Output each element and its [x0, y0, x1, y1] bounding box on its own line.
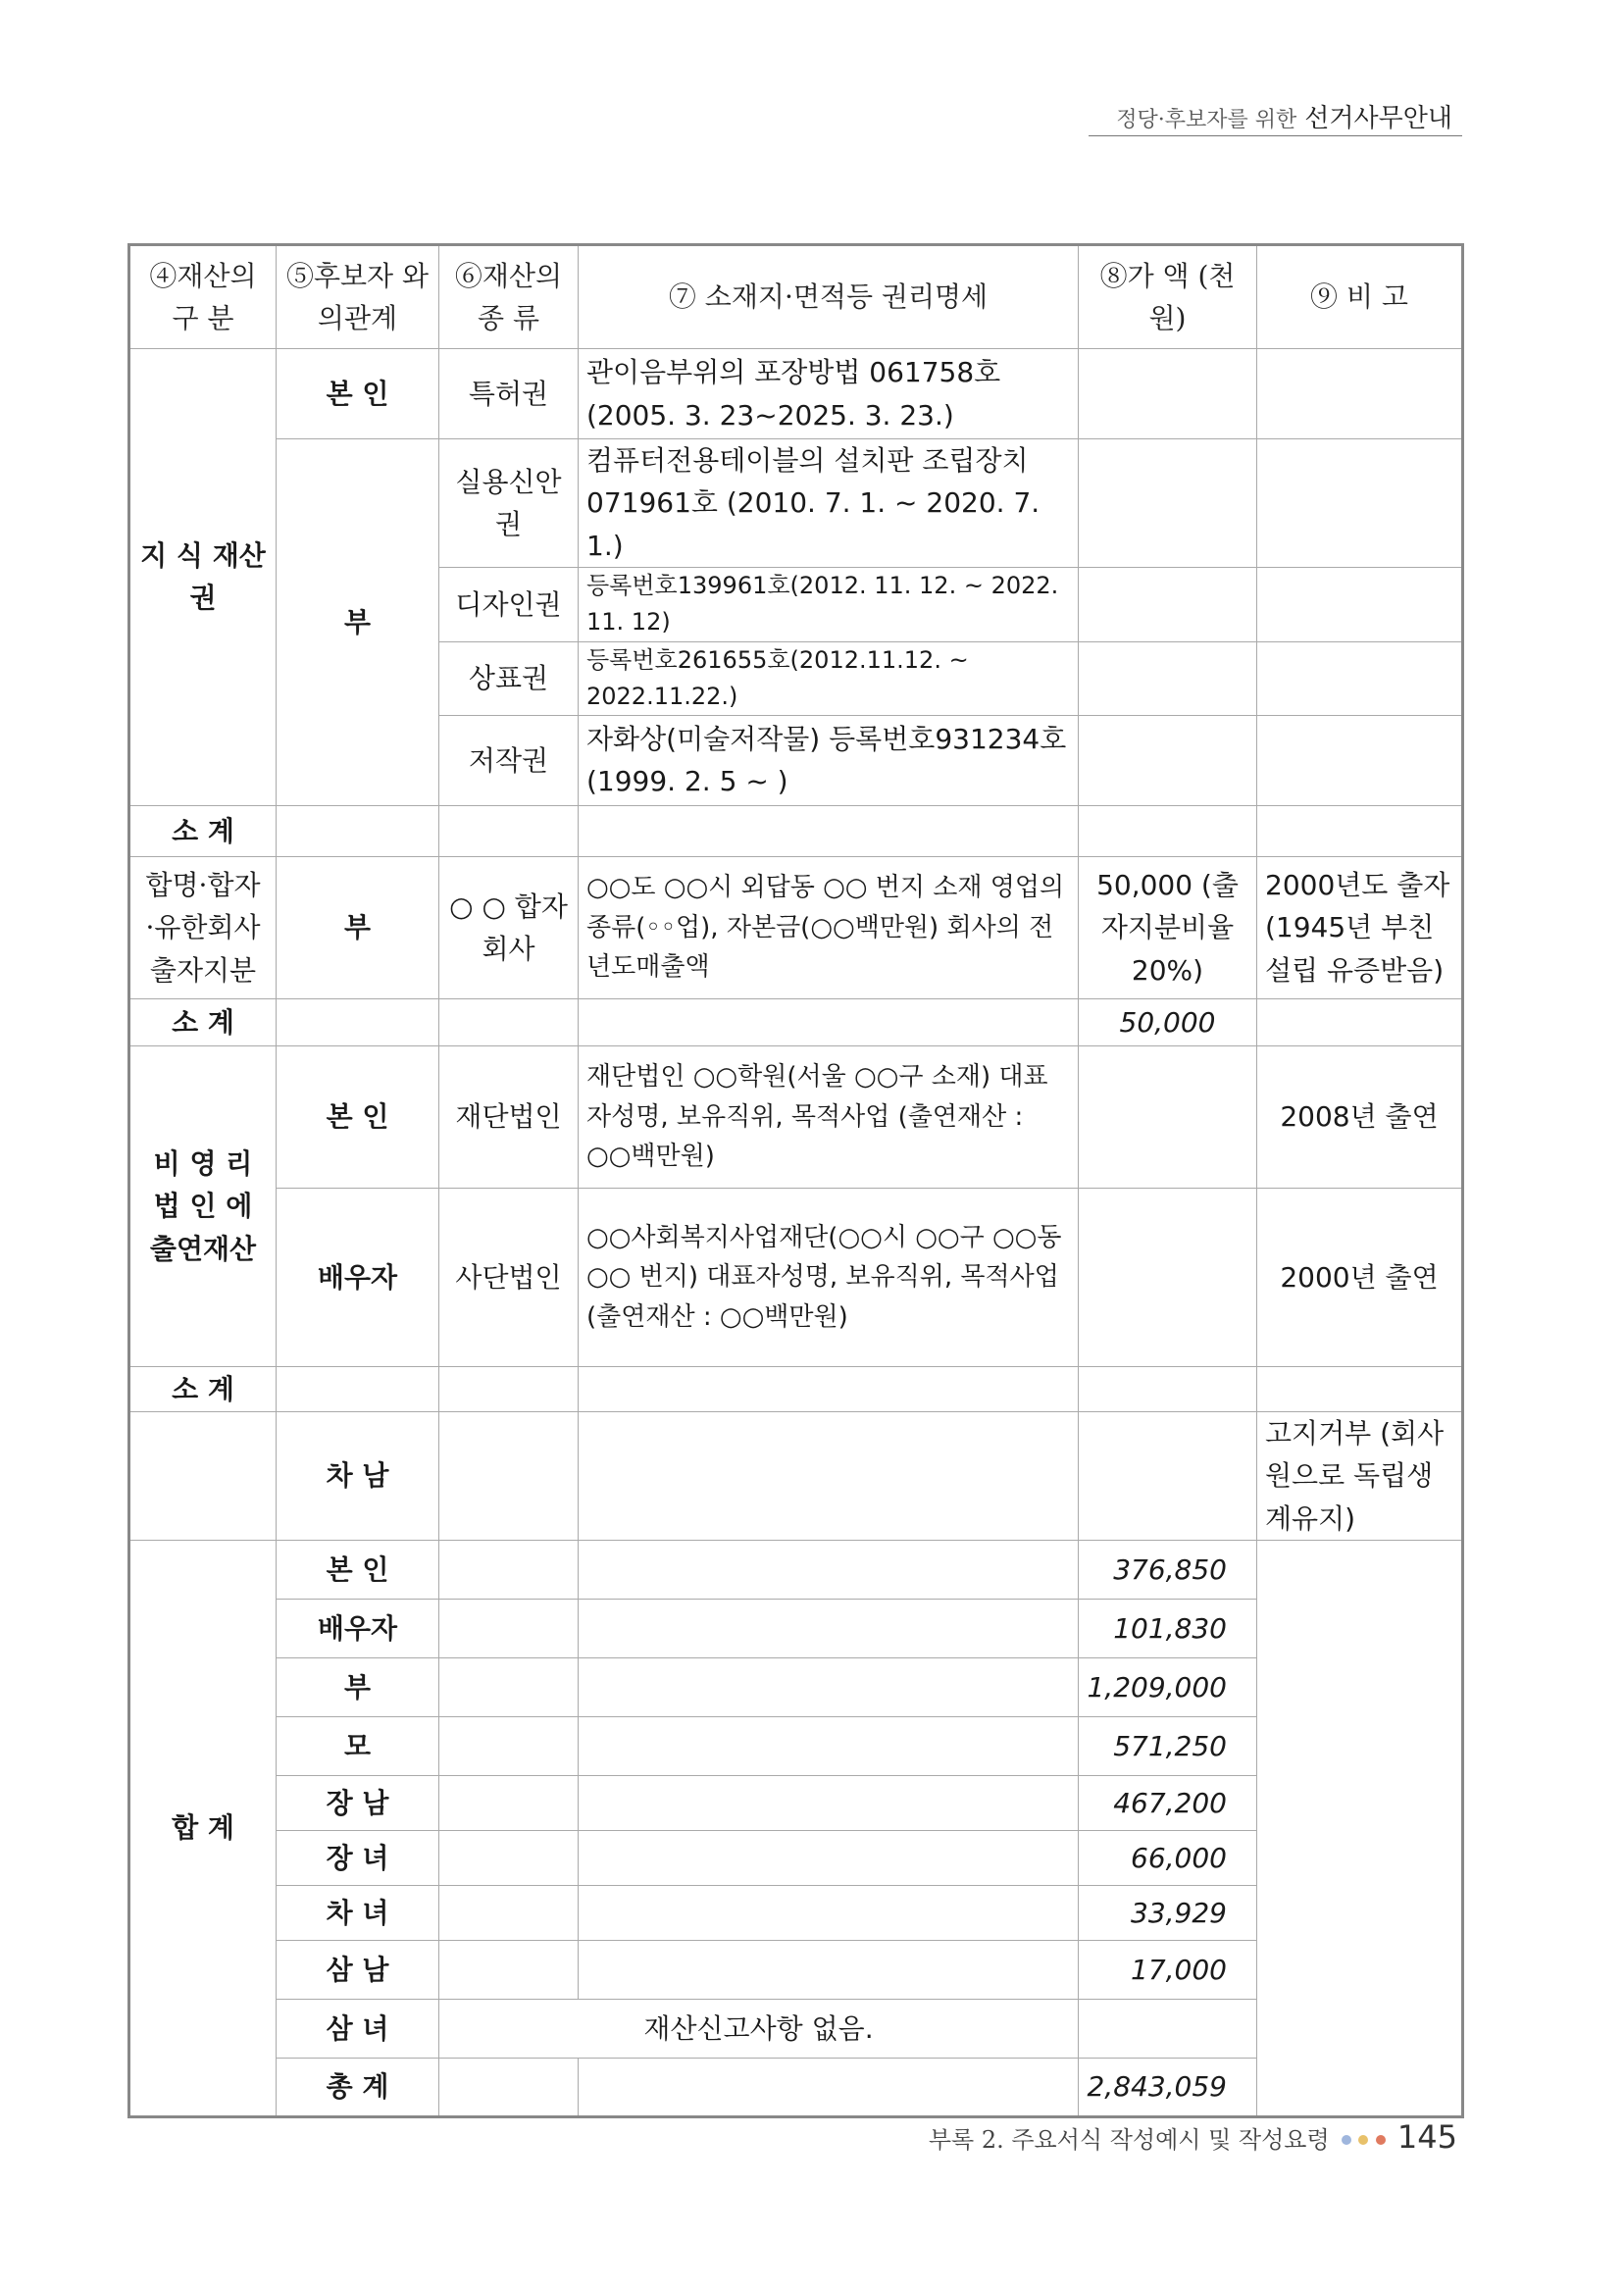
footer-dot: [1376, 2135, 1386, 2145]
value-cell: [1079, 439, 1257, 568]
subtotal-row: [129, 998, 1463, 1045]
relation-cell: 본 인: [277, 349, 439, 439]
value-cell: 376,850: [1079, 1541, 1257, 1600]
table-row: [129, 1411, 1463, 1540]
kind-cell: 특허권: [439, 349, 579, 439]
note-cell: [1257, 1541, 1463, 2117]
value-cell: 101,830: [1079, 1600, 1257, 1658]
note-cell: 2008년 출연: [1257, 1045, 1463, 1188]
value-cell: 2,843,059: [1079, 2059, 1257, 2117]
kind-cell: 재단법인: [439, 1045, 579, 1188]
note-cell: [1257, 641, 1463, 715]
detail-cell: ○○도 ○○시 외답동 ○○ 번지 소재 영업의 종류(◦◦업), 자본금(○○백만원) 회사의 전년도매출액: [579, 856, 1079, 998]
relation-cell: 배우자: [277, 1600, 439, 1658]
kind-cell: 실용신안권: [439, 439, 579, 568]
footer-dot: [1342, 2135, 1351, 2145]
value-cell: [1079, 641, 1257, 715]
note-cell: 2000년 출연: [1257, 1188, 1463, 1366]
detail-cell: 컴퓨터전용테이블의 설치판 조립장치 071961호 (2010. 7. 1. ~ 2020. 7. 1.): [579, 439, 1079, 568]
value-cell: 50,000 (출자지분비율 20%): [1079, 856, 1257, 998]
header-note: ⑨ 비 고: [1257, 245, 1463, 349]
value-cell: 1,209,000: [1079, 1658, 1257, 1717]
value-cell: 66,000: [1079, 1831, 1257, 1886]
value-cell: [1079, 715, 1257, 805]
value-cell: 33,929: [1079, 1886, 1257, 1941]
detail-cell: 자화상(미술저작물) 등록번호931234호 (1999. 2. 5 ~ ): [579, 715, 1079, 805]
relation-cell: 본 인: [277, 1541, 439, 1600]
category-nonprofit: 비 영 리 법 인 에 출연재산: [129, 1045, 277, 1366]
detail-cell: 재단법인 ○○학원(서울 ○○구 소재) 대표자성명, 보유직위, 목적사업 (출연재산 : ○○백만원): [579, 1045, 1079, 1188]
footer-text: 부록 2. 주요서식 작성예시 및 작성요령: [928, 2125, 1330, 2154]
kind-cell: 디자인권: [439, 568, 579, 641]
table-row: [129, 349, 1463, 439]
value-cell: [1079, 1045, 1257, 1188]
footer-dot: [1358, 2135, 1368, 2145]
relation-cell: 차 남: [277, 1411, 439, 1540]
header-title: 선거사무안내: [1304, 104, 1452, 133]
relation-cell: 부: [277, 439, 439, 806]
detail-cell: 등록번호261655호(2012.11.12. ~ 2022.11.22.): [579, 641, 1079, 715]
header-kind: ⑥재산의 종 류: [439, 245, 579, 349]
detail-cell: 등록번호139961호(2012. 11. 12. ~ 2022. 11. 12): [579, 568, 1079, 641]
header-divider: [1089, 135, 1462, 136]
category-investment: 합명·합자 ·유한회사 출자지분: [129, 856, 277, 998]
header-relation: ⑤후보자 와의관계: [277, 245, 439, 349]
detail-cell: ○○사회복지사업재단(○○시 ○○구 ○○동 ○○ 번지) 대표자성명, 보유직위, 목적사업 (출연재산 : ○○백만원): [579, 1188, 1079, 1366]
relation-cell: 부: [277, 1658, 439, 1717]
table-row: [129, 1188, 1463, 1366]
header-detail: ⑦ 소재지·면적등 권리명세: [579, 245, 1079, 349]
value-cell: 571,250: [1079, 1717, 1257, 1776]
relation-cell: 삼 남: [277, 1941, 439, 2000]
header-category: ④재산의 구 분: [129, 245, 277, 349]
subtotal-label: 소 계: [129, 998, 277, 1045]
value-cell: 467,200: [1079, 1776, 1257, 1831]
relation-cell: 총 계: [277, 2059, 439, 2117]
page-number: 145: [1396, 2118, 1457, 2156]
kind-cell: 상표권: [439, 641, 579, 715]
value-cell: 17,000: [1079, 1941, 1257, 2000]
note-cell: [1257, 349, 1463, 439]
kind-cell: ○ ○ 합자회사: [439, 856, 579, 998]
table-row: [129, 439, 1463, 568]
footer-dots-icon: [1342, 2123, 1386, 2151]
category-total: 합 계: [129, 1541, 277, 2117]
header-prefix: 정당·후보자를 위한: [1116, 108, 1297, 132]
total-row: [129, 1541, 1463, 1600]
header-value: ⑧가 액 (천원): [1079, 245, 1257, 349]
property-table: [127, 243, 1464, 2118]
table-header-row: [129, 245, 1463, 349]
relation-cell: 차 녀: [277, 1886, 439, 1941]
kind-cell: 사단법인: [439, 1188, 579, 1366]
page-header: [1116, 98, 1452, 134]
subtotal-row: [129, 805, 1463, 856]
note-cell: 2000년도 출자 (1945년 부친설립 유증받음): [1257, 856, 1463, 998]
relation-cell: 삼 녀: [277, 2000, 439, 2059]
table-row: [129, 856, 1463, 998]
category-ip: 지 식 재산권: [129, 349, 277, 806]
subtotal-label: 소 계: [129, 1366, 277, 1411]
relation-cell: 배우자: [277, 1188, 439, 1366]
kind-cell: 저작권: [439, 715, 579, 805]
value-cell: [1079, 2000, 1257, 2059]
value-cell: [1079, 568, 1257, 641]
value-cell: [1079, 349, 1257, 439]
relation-cell: 장 남: [277, 1776, 439, 1831]
relation-cell: 부: [277, 856, 439, 998]
note-cell: [1257, 439, 1463, 568]
note-cell: [1257, 568, 1463, 641]
value-cell: [1079, 1188, 1257, 1366]
note-cell: [1257, 715, 1463, 805]
detail-cell: 관이음부위의 포장방법 061758호 (2005. 3. 23~2025. 3. 23.): [579, 349, 1079, 439]
note-cell: 고지거부 (회사원으로 독립생계유지): [1257, 1411, 1463, 1540]
page-footer: [929, 2118, 1457, 2156]
subtotal-value: 50,000: [1079, 998, 1257, 1045]
subtotal-label: 소 계: [129, 805, 277, 856]
subtotal-row: [129, 1366, 1463, 1411]
relation-cell: 모: [277, 1717, 439, 1776]
detail-cell: 재산신고사항 없음.: [439, 2000, 1079, 2059]
relation-cell: 본 인: [277, 1045, 439, 1188]
relation-cell: 장 녀: [277, 1831, 439, 1886]
table-row: [129, 1045, 1463, 1188]
